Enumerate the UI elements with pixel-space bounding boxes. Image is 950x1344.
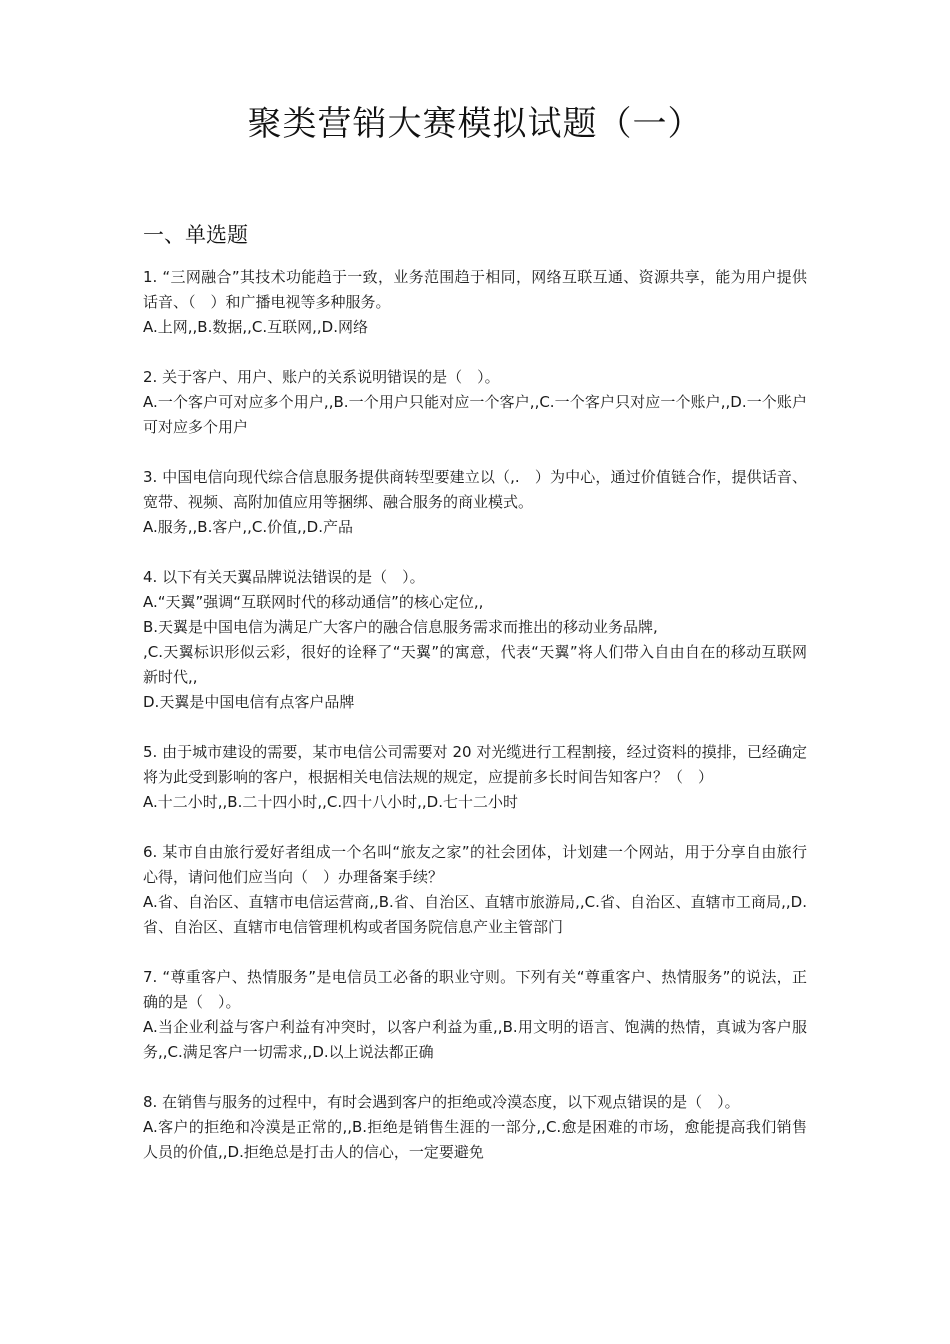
question-options: A.“天翼”强调“互联网时代的移动通信”的核心定位,, (143, 593, 484, 611)
question-options: A.省、自治区、直辖市电信运营商,,B.省、自治区、直辖市旅游局,,C.省、自治区、直辖市工商局,,D.省、自治区、直辖市电信管理机构或者国务院信息产业主管部门 (143, 893, 807, 936)
question-stem: 1. “三网融合”其技术功能趋于一致，业务范围趋于相同，网络互联互通、资源共享，能为用户提供话音、（ ）和广播电视等多种服务。 (143, 268, 807, 311)
question-item (143, 265, 807, 340)
question-item (143, 1090, 807, 1165)
question-stem: 3. 中国电信向现代综合信息服务提供商转型要建立以（,. ）为中心，通过价值链合作，提供话音、宽带、视频、高附加值应用等捆绑、融合服务的商业模式。 (143, 468, 807, 511)
section-heading: 一、单选题 (143, 223, 248, 247)
question-stem: 5. 由于城市建设的需要，某市电信公司需要对 20 对光缆进行工程割接，经过资料的摸排，已经确定将为此受到影响的客户，根据相关电信法规的规定，应提前多长时间告知客户？（ ） (143, 743, 807, 786)
question-list (143, 265, 807, 1190)
question-options: A.十二小时,,B.二十四小时,,C.四十八小时,,D.七十二小时 (143, 793, 518, 811)
question-options: D.天翼是中国电信有点客户品牌 (143, 693, 355, 711)
question-stem: 6. 某市自由旅行爱好者组成一个名叫“旅友之家”的社会团体，计划建一个网站，用于分享自由旅行心得，请问他们应当向（ ）办理备案手续？ (143, 843, 807, 886)
question-item (143, 740, 807, 815)
question-stem: 2. 关于客户、用户、账户的关系说明错误的是（ ）。 (143, 368, 500, 386)
question-options: A.客户的拒绝和冷漠是正常的,,B.拒绝是销售生涯的一部分,,C.愈是困难的市场，愈能提高我们销售人员的价值,,D.拒绝总是打击人的信心，一定要避免 (143, 1118, 807, 1161)
question-item (143, 565, 807, 715)
question-options: A.服务,,B.客户,,C.价值,,D.产品 (143, 518, 353, 536)
question-item (143, 465, 807, 540)
question-item (143, 965, 807, 1065)
question-stem: 7. “尊重客户、热情服务”是电信员工必备的职业守则。下列有关“尊重客户、热情服务”的说法，正确的是（ ）。 (143, 968, 807, 1011)
question-stem: 4. 以下有关天翼品牌说法错误的是（ ）。 (143, 568, 425, 586)
question-options: B.天翼是中国电信为满足广大客户的融合信息服务需求而推出的移动业务品牌, (143, 618, 658, 636)
document-title: 聚类营销大赛模拟试题（一） (247, 104, 703, 144)
question-options: A.当企业利益与客户利益有冲突时，以客户利益为重,,B.用文明的语言、饱满的热情，真诚为客户服务,,C.满足客户一切需求,,D.以上说法都正确 (143, 1018, 807, 1061)
question-item (143, 365, 807, 440)
question-item (143, 840, 807, 940)
question-options: ,C.天翼标识形似云彩，很好的诠释了“天翼”的寓意，代表“天翼”将人们带入自由自在的移动互联网新时代,, (143, 643, 807, 686)
question-options: A.一个客户可对应多个用户,,B.一个用户只能对应一个客户,,C.一个客户只对应一个账户,,D.一个账户可对应多个用户 (143, 393, 807, 436)
question-options: A.上网,,B.数据,,C.互联网,,D.网络 (143, 318, 368, 336)
question-stem: 8. 在销售与服务的过程中，有时会遇到客户的拒绝或冷漠态度，以下观点错误的是（ ）。 (143, 1093, 740, 1111)
